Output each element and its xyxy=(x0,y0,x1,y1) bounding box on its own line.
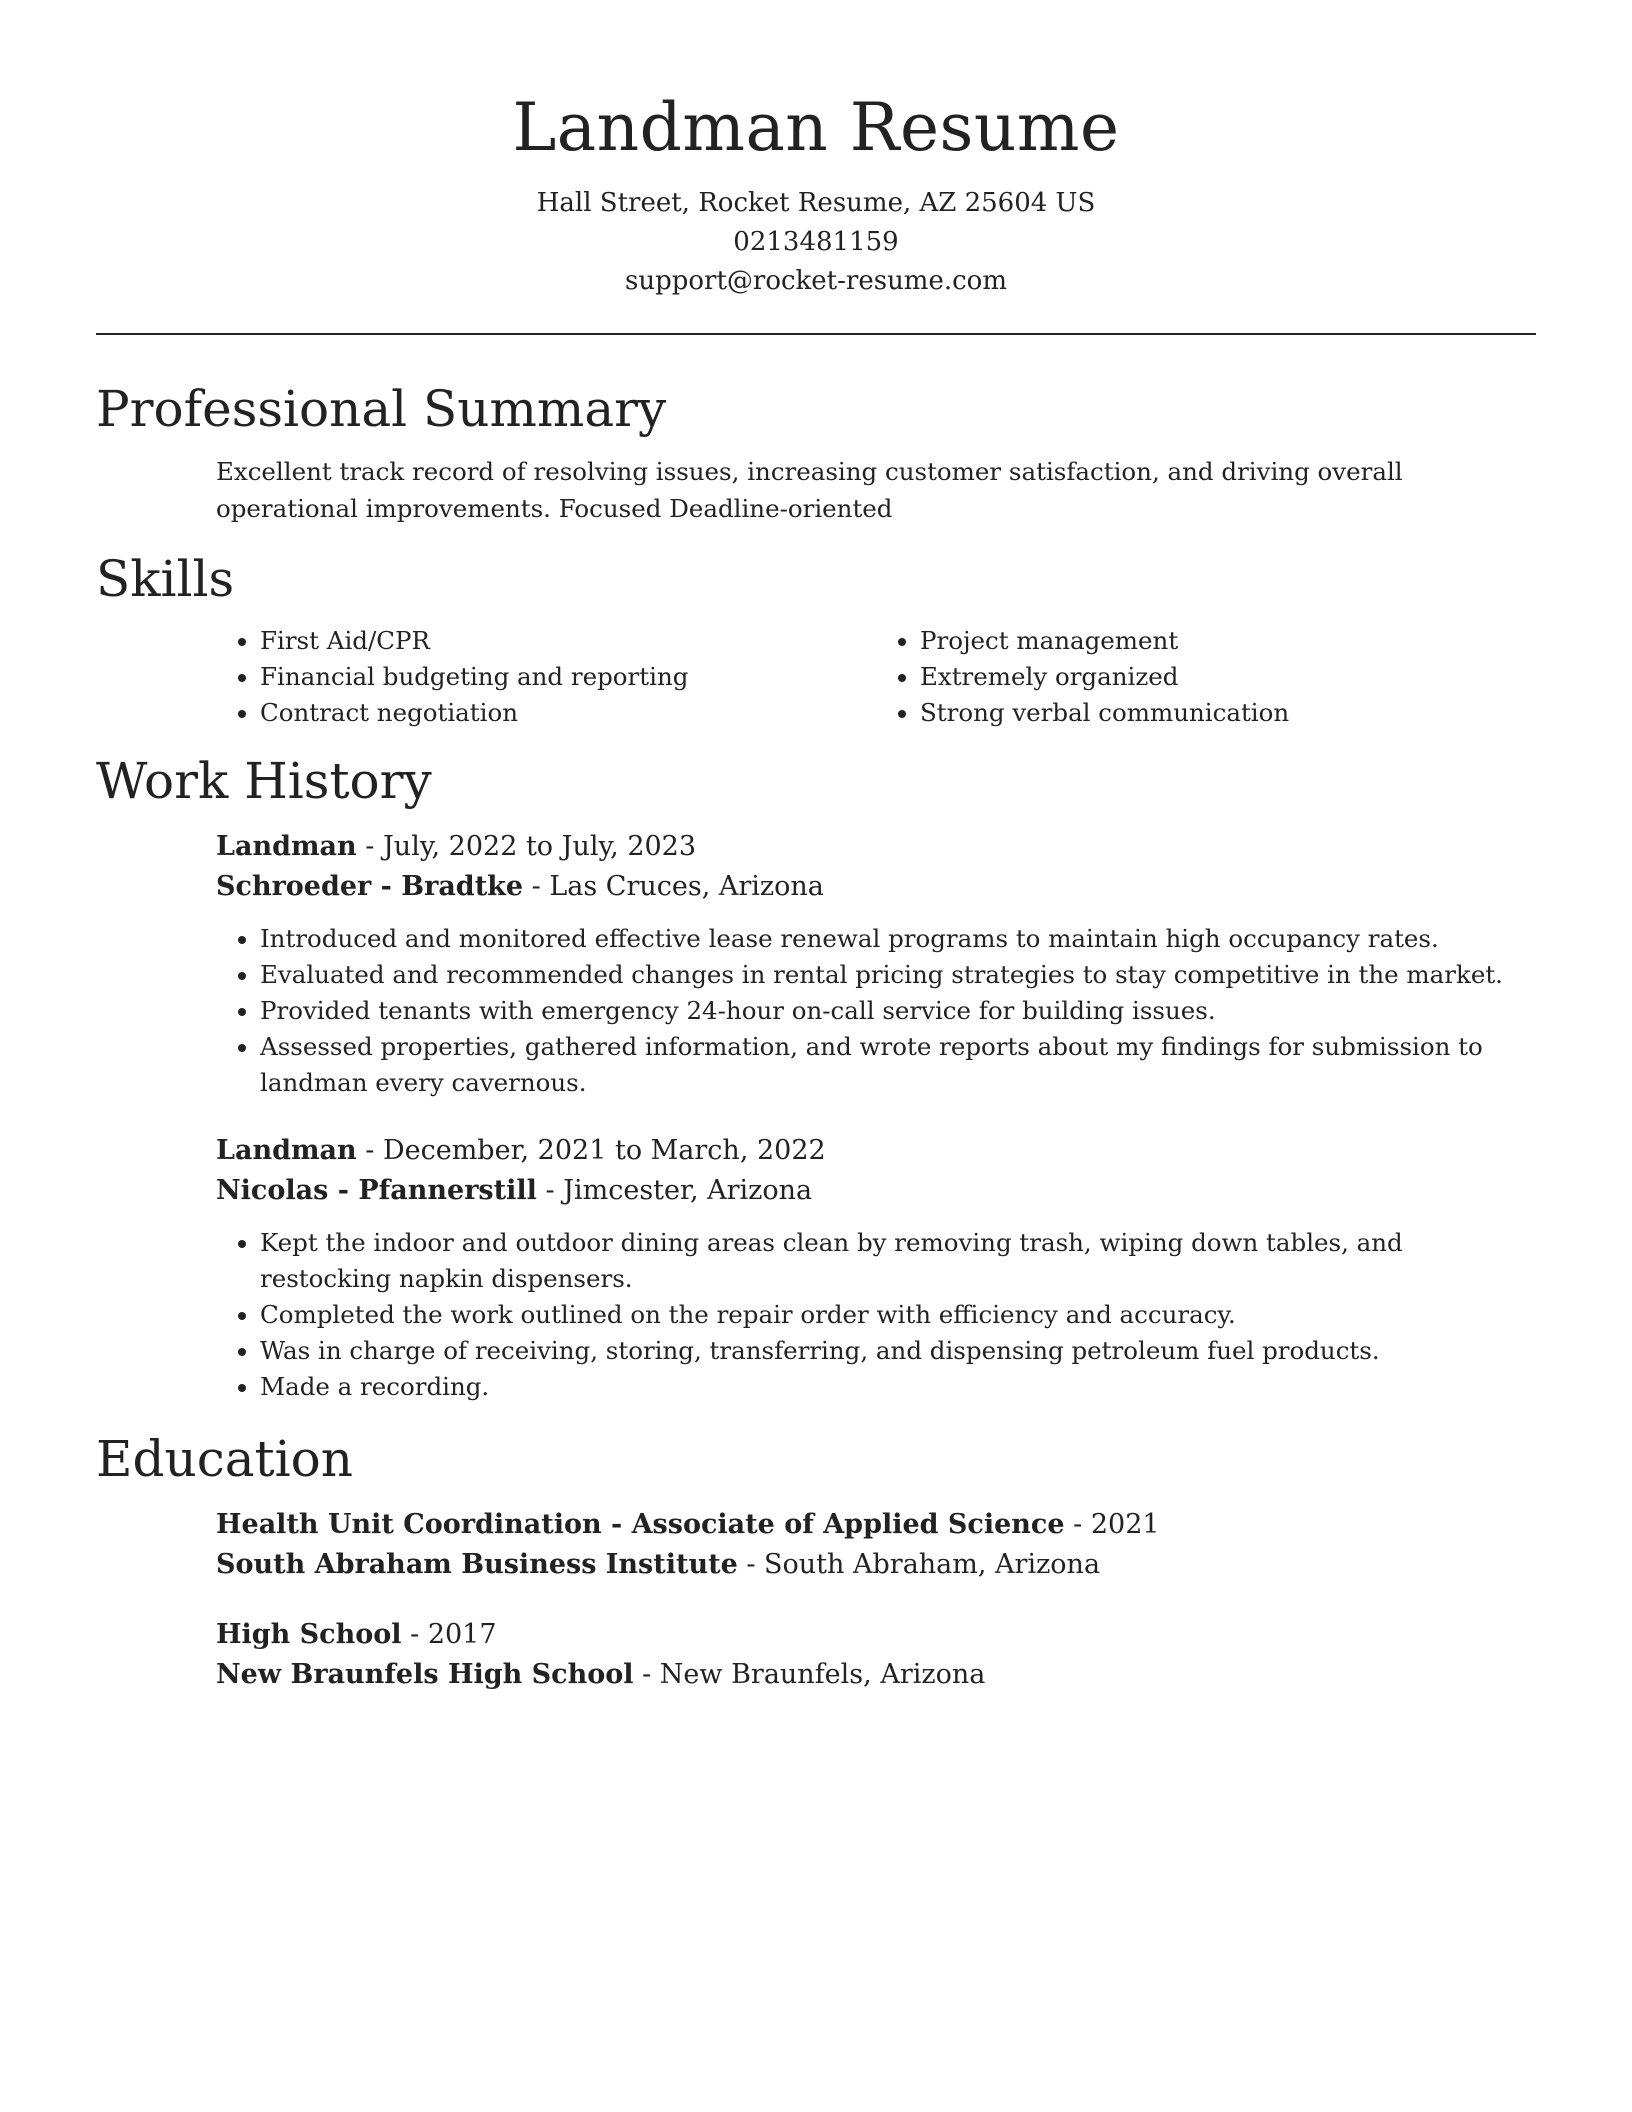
work-history-heading: Work History xyxy=(96,752,432,810)
skill-item: • First Aid/CPR xyxy=(260,623,876,659)
skills-section xyxy=(96,547,1536,731)
education-school: South Abraham Business Institute xyxy=(216,1549,738,1580)
job-title-line xyxy=(216,1131,1536,1171)
job-location: - Las Cruces, Arizona xyxy=(523,871,824,902)
summary-heading: Professional Summary xyxy=(96,380,667,438)
job-location: - Jimcester, Arizona xyxy=(536,1175,813,1206)
education-location: - South Abraham, Arizona xyxy=(737,1549,1101,1580)
job-title-line xyxy=(216,827,1536,867)
skill-item: • Contract negotiation xyxy=(260,695,876,731)
contact-info xyxy=(96,184,1536,301)
header-divider xyxy=(96,333,1536,335)
job-bullets xyxy=(216,921,1536,1101)
job-company: Schroeder - Bradtke xyxy=(216,871,524,902)
job-bullet: • Made a recording. xyxy=(260,1369,1536,1405)
education-school: New Braunfels High School xyxy=(216,1659,634,1690)
job-bullet: • Evaluated and recommended changes in rental pricing strategies to stay competitive in the market. xyxy=(260,957,1536,993)
job-company-line xyxy=(216,867,1536,907)
skills-column-right xyxy=(876,623,1536,731)
education-entry xyxy=(216,1615,1536,1695)
education-section xyxy=(96,1427,1536,1695)
education-year: - 2017 xyxy=(401,1619,497,1650)
contact-email: support@rocket-resume.com xyxy=(624,266,1007,296)
skills-list xyxy=(216,623,1536,731)
education-degree: Health Unit Coordination - Associate of Applied Science xyxy=(216,1509,1065,1540)
job-company-line xyxy=(216,1171,1536,1211)
resume-title: Landman Resume xyxy=(512,89,1120,166)
summary-section xyxy=(96,377,1536,527)
job-bullet: • Provided tenants with emergency 24-hour on-call service for building issues. xyxy=(260,993,1536,1029)
skill-item: • Financial budgeting and reporting xyxy=(260,659,876,695)
job-bullet: • Assessed properties, gathered information, and wrote reports about my findings for submission to landman every cavernous. xyxy=(260,1029,1536,1101)
contact-phone: 0213481159 xyxy=(733,227,899,257)
education-school-line xyxy=(216,1655,1536,1695)
education-degree-line xyxy=(216,1505,1536,1545)
contact-address: Hall Street, Rocket Resume, AZ 25604 US xyxy=(536,188,1096,218)
education-heading: Education xyxy=(96,1430,353,1488)
job-entry xyxy=(216,827,1536,1101)
job-bullets xyxy=(216,1225,1536,1405)
job-role: Landman xyxy=(216,1135,357,1166)
skill-item: • Extremely organized xyxy=(920,659,1536,695)
education-year: - 2021 xyxy=(1064,1509,1160,1540)
education-degree-line xyxy=(216,1615,1536,1655)
job-bullet: • Completed the work outlined on the repair order with efficiency and accuracy. xyxy=(260,1297,1536,1333)
resume-header xyxy=(96,0,1536,301)
work-history-section xyxy=(96,749,1536,1405)
skill-item: • Project management xyxy=(920,623,1536,659)
job-dates: - July, 2022 to July, 2023 xyxy=(356,831,697,862)
job-bullet: • Introduced and monitored effective lease renewal programs to maintain high occupancy rates. xyxy=(260,921,1536,957)
education-entry xyxy=(216,1505,1536,1585)
skill-item: • Strong verbal communication xyxy=(920,695,1536,731)
job-role: Landman xyxy=(216,831,357,862)
job-bullet: • Was in charge of receiving, storing, transferring, and dispensing petroleum fuel products. xyxy=(260,1333,1536,1369)
education-location: - New Braunfels, Arizona xyxy=(633,1659,986,1690)
job-entry xyxy=(216,1131,1536,1405)
job-company: Nicolas - Pfannerstill xyxy=(216,1175,537,1206)
education-degree: High School xyxy=(216,1619,402,1650)
summary-text: Excellent track record of resolving issues, increasing customer satisfaction, and driving overall operational improvements. Focused Deadline-oriented xyxy=(216,457,1403,523)
skills-column-left xyxy=(216,623,876,731)
skills-heading: Skills xyxy=(96,550,235,608)
job-dates: - December, 2021 to March, 2022 xyxy=(356,1135,826,1166)
job-bullet: • Kept the indoor and outdoor dining areas clean by removing trash, wiping down tables, and restocking napkin dispensers. xyxy=(260,1225,1536,1297)
education-school-line xyxy=(216,1545,1536,1585)
